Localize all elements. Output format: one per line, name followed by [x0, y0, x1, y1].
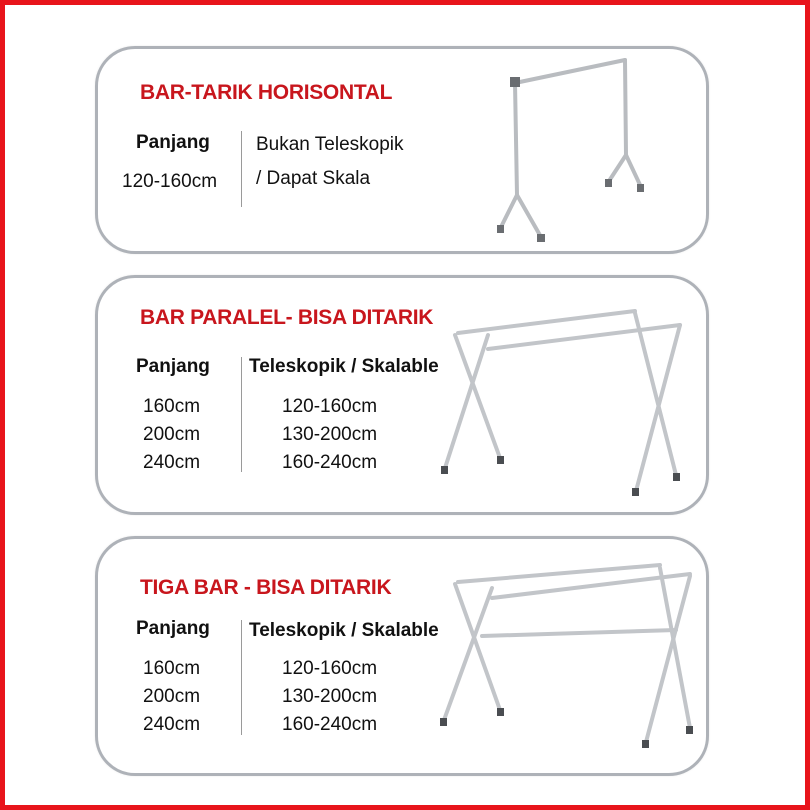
- divider: [241, 131, 242, 207]
- divider: [241, 357, 242, 472]
- length-label: Panjang: [136, 618, 210, 639]
- telescopic-label: Teleskopik / Skalable: [249, 356, 439, 377]
- range-value: 130-200cm: [282, 424, 378, 445]
- length-label: Panjang: [136, 356, 210, 377]
- divider: [241, 620, 242, 735]
- length-label: Panjang: [136, 132, 210, 153]
- length-value: 200cm: [143, 424, 201, 445]
- range-value: 120-160cm: [282, 396, 378, 417]
- parallel-bar-rack-image: [440, 303, 690, 503]
- telescopic-label: Teleskopik / Skalable: [249, 620, 439, 641]
- card-title: BAR-TARIK HORISONTAL: [140, 81, 393, 104]
- range-value: 160-240cm: [282, 714, 378, 735]
- range-value: 160-240cm: [282, 452, 378, 473]
- range-value: 130-200cm: [282, 686, 378, 707]
- length-value: 240cm: [143, 452, 201, 473]
- range-value: 120-160cm: [282, 658, 378, 679]
- card-title: TIGA BAR - BISA DITARIK: [140, 576, 392, 599]
- card-title: BAR PARALEL- BISA DITARIK: [140, 306, 434, 329]
- length-value: 200cm: [143, 686, 201, 707]
- three-bar-rack-image: [440, 560, 695, 760]
- length-value: 160cm: [143, 396, 201, 417]
- length-value: 160cm: [143, 658, 201, 679]
- type-line-2: / Dapat Skala: [256, 168, 371, 189]
- length-value: 120-160cm: [122, 171, 218, 192]
- type-line-1: Bukan Teleskopik: [256, 134, 404, 155]
- length-value: 240cm: [143, 714, 201, 735]
- single-bar-rack-image: [495, 55, 645, 245]
